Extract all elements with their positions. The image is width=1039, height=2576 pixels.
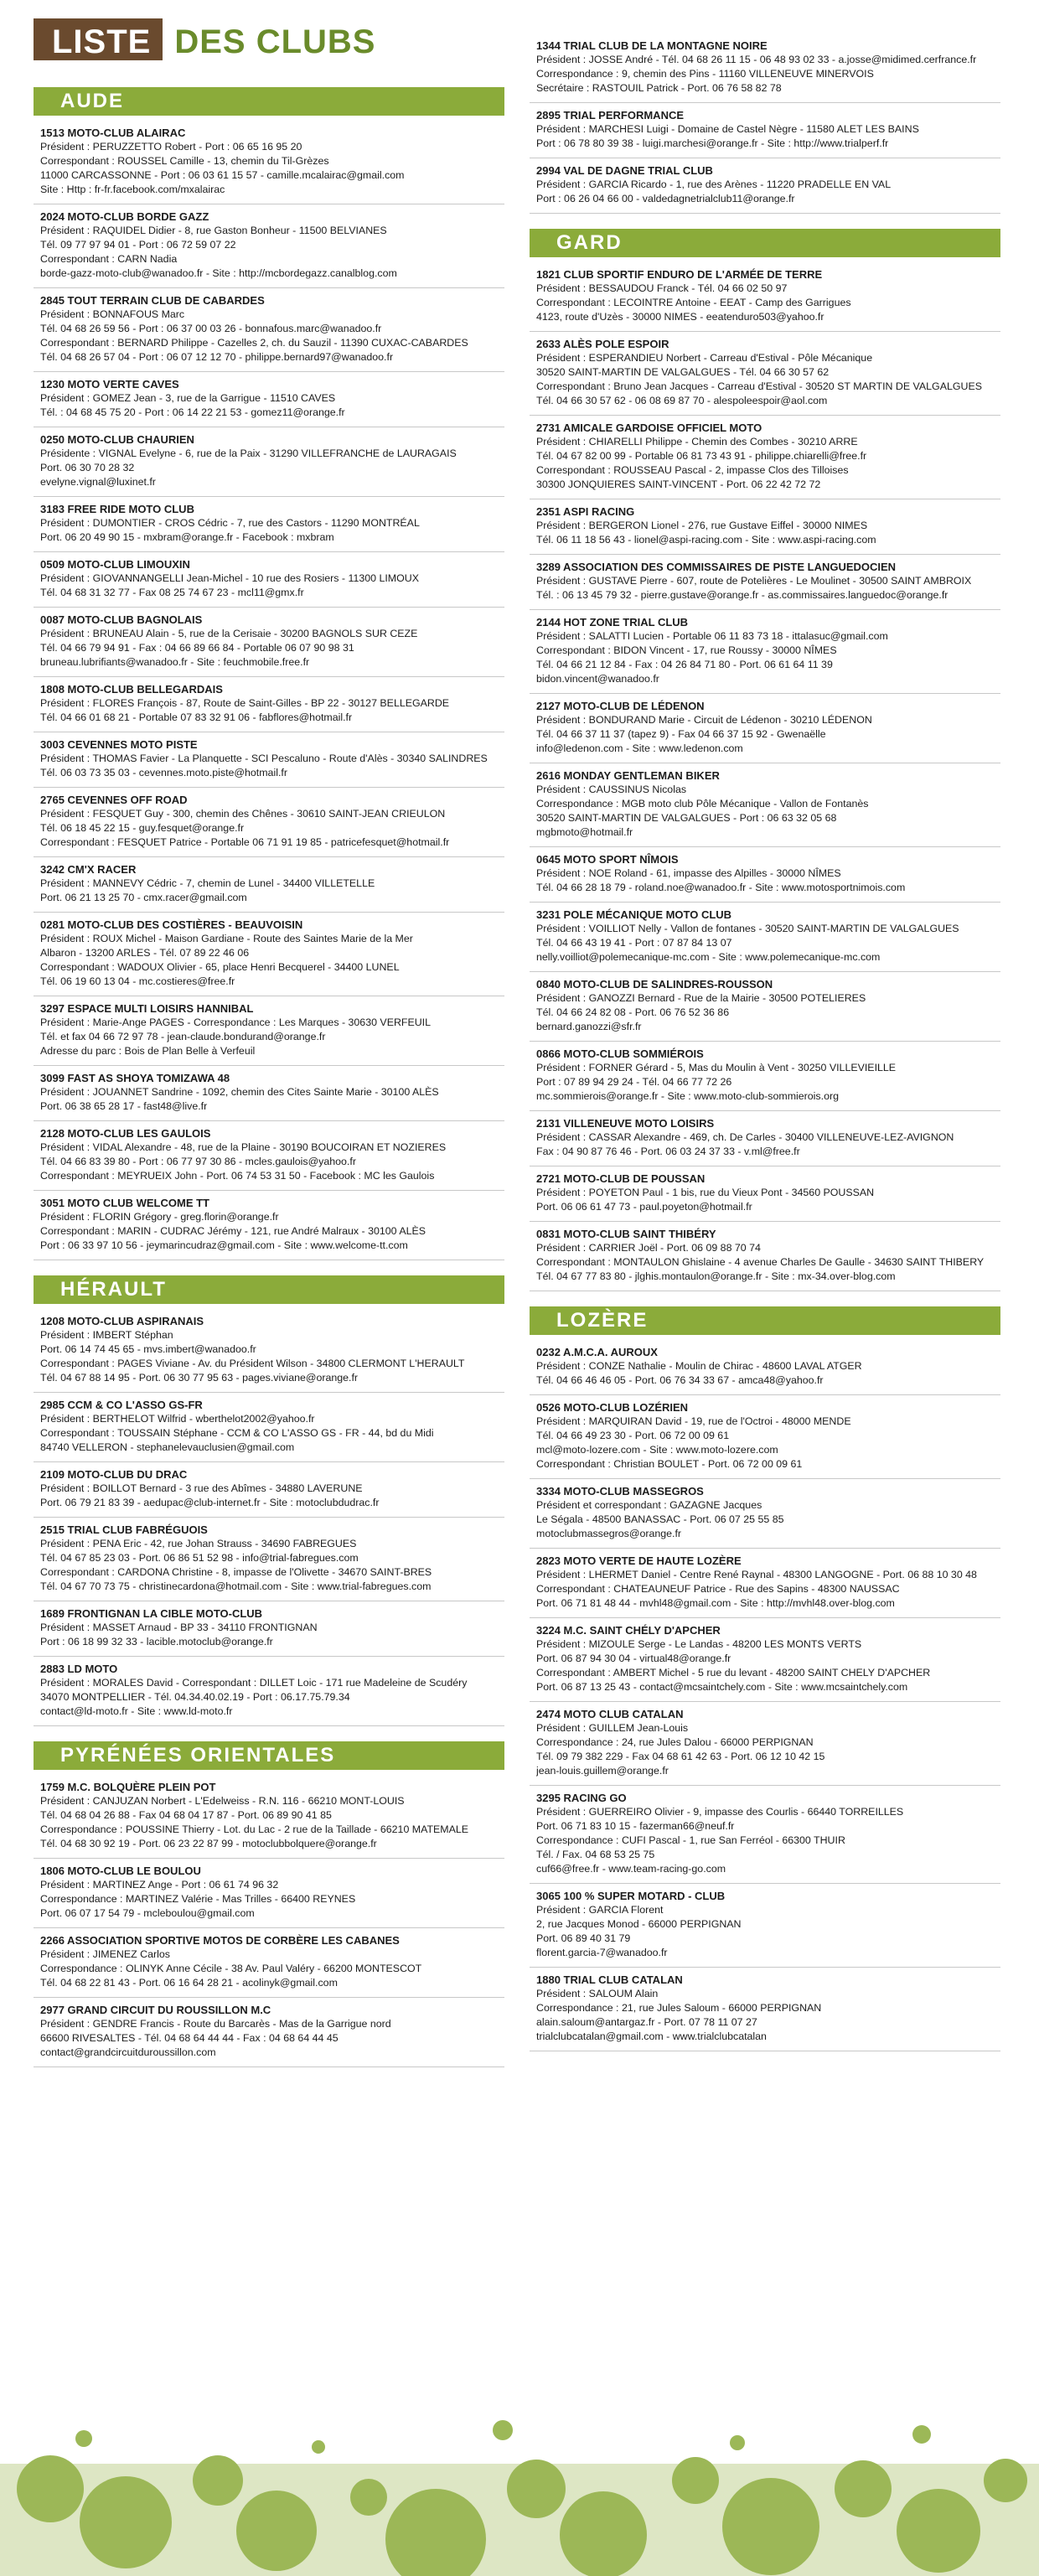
club-detail-line: Secrétaire : RASTOUIL Patrick - Port. 06 76 58 82 78 — [536, 82, 782, 94]
club-detail-line: bernard.ganozzi@sfr.fr — [536, 1021, 642, 1032]
club-detail-line: Président : CAUSSINUS Nicolas — [536, 784, 687, 795]
club-detail-line: Président : PERUZZETTO Robert - Port : 06 65 16 95 20 — [40, 141, 302, 153]
club-name: 3242 CM'X RACER — [40, 863, 137, 876]
club-detail-line: Port. 06 71 83 10 15 - fazerman66@neuf.fr — [536, 1820, 735, 1832]
club-detail-line: Président : MARTINEZ Ange - Port : 06 61 74 96 32 — [40, 1879, 279, 1891]
club-name: 2845 TOUT TERRAIN CLUB DE CABARDES — [40, 294, 265, 307]
club-detail-line: motoclubmassegros@orange.fr — [536, 1528, 682, 1539]
club-detail-line: Président : THOMAS Favier - La Planquette - SCI Pescaluno - Route d'Alès - 30340 SALINDRES — [40, 753, 488, 764]
club-detail-line: Président : BRUNEAU Alain - 5, rue de la Cerisaie - 30200 BAGNOLS SUR CEZE — [40, 628, 418, 639]
club-entry — [34, 677, 504, 732]
club-detail-line: Président : SALATTI Lucien - Portable 06 11 83 73 18 - ittalasuc@gmail.com — [536, 630, 888, 642]
club-detail-line: Président : JOUANNET Sandrine - 1092, chemin des Cites Sainte Marie - 30100 ALÈS — [40, 1086, 439, 1098]
club-detail-line: Tél. : 06 13 45 79 32 - pierre.gustave@orange.fr - as.commissaires.languedoc@orange.fr — [536, 589, 949, 601]
club-name: 2895 TRIAL PERFORMANCE — [536, 109, 685, 122]
club-detail-line: Président : CHIARELLI Philippe - Chemin des Combes - 30210 ARRE — [536, 436, 858, 447]
club-name: 2109 MOTO-CLUB DU DRAC — [40, 1468, 188, 1481]
club-detail-line: Tél. 06 11 18 56 43 - lionel@aspi-racing.com - Site : www.aspi-racing.com — [536, 534, 876, 546]
club-entry — [34, 1859, 504, 1928]
club-name: 3099 FAST AS SHOYA TOMIZAWA 48 — [40, 1072, 230, 1084]
club-name: 3334 MOTO-CLUB MASSEGROS — [536, 1485, 704, 1497]
club-detail-line: Tél. / Fax. 04 68 53 25 75 — [536, 1849, 655, 1860]
club-entry — [34, 1518, 504, 1601]
club-detail-line: Président : GARCIA Ricardo - 1, rue des Arènes - 11220 PRADELLE EN VAL — [536, 178, 892, 190]
club-detail-line: Président : BOILLOT Bernard - 3 rue des Abîmes - 34880 LAVERUNE — [40, 1482, 363, 1494]
club-detail-line: Correspondant : CARDONA Christine - 8, impasse de l'Olivette - 34670 SAINT-BRES — [40, 1566, 432, 1578]
club-name: 3003 CEVENNES MOTO PISTE — [40, 738, 198, 751]
club-detail-line: Président : IMBERT Stéphan — [40, 1329, 173, 1341]
club-name: 3297 ESPACE MULTI LOISIRS HANNIBAL — [40, 1002, 254, 1015]
club-detail-line: Président : GIOVANNANGELLI Jean-Michel - 10 rue des Rosiers - 11300 LIMOUX — [40, 572, 419, 584]
club-entry — [530, 103, 1000, 158]
club-detail-line: Tél. 06 18 45 22 15 - guy.fesquet@orange.fr — [40, 822, 245, 834]
club-name: 2024 MOTO-CLUB BORDE GAZZ — [40, 210, 209, 223]
club-entry — [34, 732, 504, 788]
club-entry — [530, 903, 1000, 972]
club-name: 0250 MOTO-CLUB CHAURIEN — [40, 433, 194, 446]
club-name: 3231 POLE MÉCANIQUE MOTO CLUB — [536, 908, 732, 921]
club-detail-line: Port : 06 26 04 66 00 - valdedagnetrialclub11@orange.fr — [536, 193, 795, 204]
club-detail-line: Tél. 04 66 01 68 21 - Portable 07 83 32 91 06 - fabflores@hotmail.fr — [40, 711, 353, 723]
club-entry — [530, 972, 1000, 1042]
club-detail-line: Président : GUSTAVE Pierre - 607, route de Potelières - Le Moulinet - 30500 SAINT AMBROIX — [536, 575, 972, 587]
club-entry — [530, 262, 1000, 332]
title-part2: DES CLUBS — [174, 23, 376, 60]
club-detail-line: Tél. 04 67 85 23 03 - Port. 06 86 51 52 98 - info@trial-fabregues.com — [40, 1552, 359, 1564]
club-detail-line: Président : FLORIN Grégory - greg.florin@orange.fr — [40, 1211, 279, 1223]
club-detail-line: Correspondant : BERNARD Philippe - Cazelles 2, ch. du Sauzil - 11390 CUXAC-CABARDES — [40, 337, 468, 349]
club-name: 0509 MOTO-CLUB LIMOUXIN — [40, 558, 190, 571]
club-detail-line: Tél. 04 68 30 92 19 - Port. 06 23 22 87 99 - motoclubbolquere@orange.fr — [40, 1838, 377, 1849]
club-detail-line: Président : MARCHESI Luigi - Domaine de Castel Nègre - 11580 ALET LES BAINS — [536, 123, 919, 135]
club-entry — [34, 608, 504, 677]
club-name: 1689 FRONTIGNAN LA CIBLE MOTO-CLUB — [40, 1607, 263, 1620]
club-detail-line: Président : BERTHELOT Wilfrid - wberthelot2002@yahoo.fr — [40, 1413, 315, 1425]
club-name: 2977 GRAND CIRCUIT DU ROUSSILLON M.C — [40, 2004, 271, 2016]
club-detail-line: Tél. 04 68 26 57 04 - Port : 06 07 12 12 70 - philippe.bernard97@wanadoo.fr — [40, 351, 394, 363]
club-detail-line: Correspondant : BIDON Vincent - 17, rue Roussy - 30000 NÎMES — [536, 644, 837, 656]
club-detail-line: Tél. 04 66 24 82 08 - Port. 06 76 52 36 86 — [536, 1006, 730, 1018]
club-detail-line: 30300 JONQUIERES SAINT-VINCENT - Port. 06 22 42 72 72 — [536, 478, 821, 490]
club-entry — [530, 332, 1000, 416]
club-detail-line: Tél. 06 19 60 13 04 - mc.costieres@free.fr — [40, 975, 235, 987]
club-detail-line: Tél. 04 66 43 19 41 - Port : 07 87 84 13 07 — [536, 937, 732, 949]
club-name: 2721 MOTO-CLUB DE POUSSAN — [536, 1172, 706, 1185]
club-detail-line: Président : GOMEZ Jean - 3, rue de la Garrigue - 11510 CAVES — [40, 392, 336, 404]
club-detail-line: Président : GUILLEM Jean-Louis — [536, 1722, 689, 1734]
club-detail-line: Tél. 04 66 21 12 84 - Fax : 04 26 84 71 80 - Port. 06 61 64 11 39 — [536, 659, 833, 670]
club-name: 2351 ASPI RACING — [536, 505, 635, 518]
club-detail-line: Tél. 04 67 70 73 75 - christinecardona@hotmail.com - Site : www.trial-fabregues.com — [40, 1580, 432, 1592]
club-name: 1344 TRIAL CLUB DE LA MONTAGNE NOIRE — [536, 39, 768, 52]
club-detail-line: Port : 06 78 80 39 38 - luigi.marchesi@orange.fr - Site : http://www.trialperf.fr — [536, 137, 889, 149]
left-column — [34, 72, 504, 2067]
club-detail-line: Correspondant : FESQUET Patrice - Portable 06 71 91 19 85 - patricefesquet@hotmail.fr — [40, 836, 450, 848]
club-entry — [530, 1786, 1000, 1884]
club-detail-line: Adresse du parc : Bois de Plan Belle à Verfeuil — [40, 1045, 256, 1057]
club-entry — [34, 1309, 504, 1393]
club-detail-line: Tél. et fax 04 66 72 97 78 - jean-claude.bondurand@orange.fr — [40, 1031, 326, 1042]
club-name: 2144 HOT ZONE TRIAL CLUB — [536, 616, 689, 628]
club-detail-line: Tél. 06 03 73 35 03 - cevennes.moto.piste@hotmail.fr — [40, 767, 287, 778]
club-detail-line: 84740 VELLERON - stephanelevauclusien@gmail.com — [40, 1441, 295, 1453]
club-detail-line: jean-louis.guillem@orange.fr — [536, 1765, 669, 1777]
club-detail-line: contact@grandcircuitduroussillon.com — [40, 2046, 216, 2058]
club-detail-line: Correspondant : CHATEAUNEUF Patrice - Rue des Sapins - 48300 NAUSSAC — [536, 1583, 900, 1595]
club-entry — [530, 1042, 1000, 1111]
club-entry — [34, 1657, 504, 1726]
club-detail-line: bidon.vincent@wanadoo.fr — [536, 673, 659, 685]
club-detail-line: Président : BONDURAND Marie - Circuit de Lédenon - 30210 LÉDENON — [536, 714, 872, 726]
club-detail-line: Correspondance : 9, chemin des Pins - 11160 VILLENEUVE MINERVOIS — [536, 68, 874, 80]
club-entry — [530, 1479, 1000, 1549]
club-name: 0645 MOTO SPORT NÎMOIS — [536, 853, 679, 866]
club-detail-line: Président : BERGERON Lionel - 276, rue Gustave Eiffel - 30000 NIMES — [536, 520, 868, 531]
club-detail-line: Correspondant : Bruno Jean Jacques - Carreau d'Estival - 30520 ST MARTIN DE VALGALGUES — [536, 380, 982, 392]
club-detail-line: alain.saloum@antargaz.fr - Port. 07 78 11 07 27 — [536, 2016, 757, 2028]
club-entry — [34, 1775, 504, 1859]
club-detail-line: mcl@moto-lozere.com - Site : www.moto-lozere.com — [536, 1444, 778, 1456]
club-entry — [530, 1702, 1000, 1786]
club-entry — [530, 1166, 1000, 1222]
club-detail-line: evelyne.vignal@luxinet.fr — [40, 476, 156, 488]
club-detail-line: Correspondance : MARTINEZ Valérie - Mas Trilles - 66400 REYNES — [40, 1893, 356, 1905]
club-detail-line: Correspondance : OLINYK Anne Cécile - 38 Av. Paul Valéry - 66200 MONTESCOT — [40, 1963, 422, 1974]
club-detail-line: Tél. 04 66 30 57 62 - 06 08 69 87 70 - alespoleespoir@aol.com — [536, 395, 828, 406]
club-entry — [530, 610, 1000, 694]
club-detail-line: Correspondant : Christian BOULET - Port. 06 72 00 09 61 — [536, 1458, 803, 1470]
club-detail-line: Tél. 04 68 22 81 43 - Port. 06 16 64 28 21 - acolinyk@gmail.com — [40, 1977, 338, 1989]
club-detail-line: Président : BESSAUDOU Franck - Tél. 04 66 02 50 97 — [536, 282, 788, 294]
club-name: 2515 TRIAL CLUB FABRÉGUOIS — [40, 1523, 208, 1536]
club-detail-line: Port. 06 20 49 90 15 - mxbram@orange.fr - Facebook : mxbram — [40, 531, 334, 543]
club-detail-line: Président : MIZOULE Serge - Le Landas - 48200 LES MONTS VERTS — [536, 1638, 862, 1650]
club-detail-line: Président : CONZE Nathalie - Moulin de Chirac - 48600 LAVAL ATGER — [536, 1360, 862, 1372]
club-detail-line: 2, rue Jacques Monod - 66000 PERPIGNAN — [536, 1918, 742, 1930]
club-detail-line: 30520 SAINT-MARTIN DE VALGALGUES - Tél. 04 66 30 57 62 — [536, 366, 830, 378]
club-entry — [34, 372, 504, 427]
club-entry — [530, 1222, 1000, 1291]
club-detail-line: Correspondant : WADOUX Olivier - 65, place Henri Becquerel - 34400 LUNEL — [40, 961, 400, 973]
club-detail-line: Correspondant : MARIN - CUDRAC Jérémy - 121, rue André Malraux - 30100 ALÈS — [40, 1225, 426, 1237]
club-entry — [530, 847, 1000, 903]
club-detail-line: Port. 06 87 13 25 43 - contact@mcsaintchely.com - Site : www.mcsaintchely.com — [536, 1681, 908, 1693]
club-detail-line: Tél. 04 66 83 39 80 - Port : 06 77 97 30 86 - mcles.gaulois@yahoo.fr — [40, 1156, 356, 1167]
club-name: 2128 MOTO-CLUB LES GAULOIS — [40, 1127, 211, 1140]
club-detail-line: Président : MASSET Arnaud - BP 33 - 34110 FRONTIGNAN — [40, 1622, 318, 1633]
club-detail-line: mgbmoto@hotmail.fr — [536, 826, 633, 838]
club-name: 1808 MOTO-CLUB BELLEGARDAIS — [40, 683, 223, 696]
club-detail-line: Tél. 09 77 97 94 01 - Port : 06 72 59 07 22 — [40, 239, 236, 251]
club-detail-line: nelly.voilliot@polemecanique-mc.com - Site : www.polemecanique-mc.com — [536, 951, 881, 963]
club-detail-line: Président : CASSAR Alexandre - 469, ch. De Carles - 30400 VILLENEUVE-LEZ-AVIGNON — [536, 1131, 954, 1143]
region-header: AUDE — [34, 87, 504, 116]
club-detail-line: Président : PENA Eric - 42, rue Johan Strauss - 34690 FABREGUES — [40, 1538, 357, 1549]
club-entry — [34, 121, 504, 204]
club-entry — [34, 1121, 504, 1191]
club-entry — [530, 1618, 1000, 1702]
club-detail-line: Albaron - 13200 ARLES - Tél. 07 89 22 46 06 — [40, 947, 250, 959]
club-detail-line: Port. 06 30 70 28 32 — [40, 462, 135, 473]
club-detail-line: Correspondance : POUSSINE Thierry - Lot. du Lac - 2 rue de la Taillade - 66210 MATEMALE — [40, 1823, 469, 1835]
club-detail-line: Tél. 04 66 37 11 37 (tapez 9) - Fax 04 66 37 15 92 - Gwenaëlle — [536, 728, 826, 740]
club-detail-line: Président : GENDRE Francis - Route du Barcarès - Mas de la Garrigue nord — [40, 2018, 391, 2030]
club-entry — [530, 694, 1000, 763]
club-entry — [34, 1928, 504, 1998]
club-detail-line: Port. 06 38 65 28 17 - fast48@live.fr — [40, 1100, 208, 1112]
club-detail-line: Correspondant : ROUSSEL Camille - 13, chemin du Til-Grèzes — [40, 155, 329, 167]
region-header: LOZÈRE — [530, 1306, 1000, 1335]
club-name: 3295 RACING GO — [536, 1792, 627, 1804]
decorative-splash — [0, 2363, 1039, 2576]
club-entry — [34, 552, 504, 608]
club-entry — [530, 1968, 1000, 2051]
club-detail-line: Correspondance : 21, rue Jules Saloum - 66000 PERPIGNAN — [536, 2002, 822, 2014]
club-entry — [530, 158, 1000, 214]
club-name: 3289 ASSOCIATION DES COMMISSAIRES DE PISTE LANGUEDOCIEN — [536, 561, 897, 573]
club-detail-line: Président : FLORES François - 87, Route de Saint-Gilles - BP 22 - 30127 BELLEGARDE — [40, 697, 450, 709]
club-detail-line: Président : MANNEVY Cédric - 7, chemin de Lunel - 34400 VILLETELLE — [40, 877, 375, 889]
club-detail-line: Président : MARQUIRAN David - 19, rue de l'Octroi - 48000 MENDE — [536, 1415, 851, 1427]
club-detail-line: Présidente : VIGNAL Evelyne - 6, rue de la Paix - 31290 VILLEFRANCHE de LAURAGAIS — [40, 447, 457, 459]
club-entry — [530, 1549, 1000, 1618]
club-detail-line: 30520 SAINT-MARTIN DE VALGALGUES - Port : 06 63 32 05 68 — [536, 812, 837, 824]
club-detail-line: Port. 06 71 81 48 44 - mvhl48@gmail.com - Site : http://mvhl48.over-blog.com — [536, 1597, 895, 1609]
club-entry — [530, 416, 1000, 499]
club-detail-line: Correspondant : ROUSSEAU Pascal - 2, impasse Clos des Tilloises — [536, 464, 849, 476]
club-detail-line: florent.garcia-7@wanadoo.fr — [536, 1947, 668, 1958]
club-detail-line: contact@ld-moto.fr - Site : www.ld-moto.fr — [40, 1705, 233, 1717]
club-detail-line: Port. 06 89 40 31 79 — [536, 1932, 631, 1944]
page-title — [34, 18, 385, 60]
club-detail-line: Président : Marie-Ange PAGES - Correspondance : Les Marques - 30630 VERFEUIL — [40, 1016, 432, 1028]
club-name: 1208 MOTO-CLUB ASPIRANAIS — [40, 1315, 204, 1327]
club-detail-line: info@ledenon.com - Site : www.ledenon.com — [536, 742, 743, 754]
club-detail-line: Président : MORALES David - Correspondant : DILLET Loic - 171 rue Madeleine de Scudéry — [40, 1677, 468, 1689]
club-entry — [34, 788, 504, 857]
right-column — [530, 34, 1000, 2051]
club-detail-line: Tél. 09 79 382 229 - Fax 04 68 61 42 63 - Port. 06 12 10 42 15 — [536, 1751, 825, 1762]
club-name: 0087 MOTO-CLUB BAGNOLAIS — [40, 613, 203, 626]
club-detail-line: Correspondance : 24, rue Jules Dalou - 66000 PERPIGNAN — [536, 1736, 814, 1748]
club-detail-line: Président : CARRIER Joël - Port. 06 09 88 70 74 — [536, 1242, 761, 1254]
club-entry — [34, 913, 504, 996]
club-detail-line: Correspondant : TOUSSAIN Stéphane - CCM & CO L'ASSO GS - FR - 44, bd du Midi — [40, 1427, 434, 1439]
club-detail-line: Port. 06 79 21 83 39 - aedupac@club-internet.fr - Site : motoclubdudrac.fr — [40, 1497, 380, 1508]
club-detail-line: Site : Http : fr-fr.facebook.com/mxalairac — [40, 184, 225, 195]
club-entry — [34, 1066, 504, 1121]
club-detail-line: Port. 06 14 74 45 65 - mvs.imbert@wanadoo.fr — [40, 1343, 256, 1355]
club-detail-line: Port : 06 18 99 32 33 - lacible.motoclub@orange.fr — [40, 1636, 273, 1648]
club-name: 2131 VILLENEUVE MOTO LOISIRS — [536, 1117, 715, 1130]
club-name: 2765 CEVENNES OFF ROAD — [40, 794, 188, 806]
club-entry — [530, 1884, 1000, 1968]
club-entry — [530, 1111, 1000, 1166]
club-detail-line: Tél. 04 66 79 94 91 - Fax : 04 66 89 66 84 - Portable 06 07 90 98 31 — [40, 642, 354, 654]
club-entry — [530, 499, 1000, 555]
club-name: 2985 CCM & CO L'ASSO GS-FR — [40, 1399, 203, 1411]
club-entry — [34, 1191, 504, 1260]
club-name: 1759 M.C. BOLQUÈRE PLEIN POT — [40, 1781, 216, 1793]
club-detail-line: bruneau.lubrifiants@wanadoo.fr - Site : feuchmobile.free.fr — [40, 656, 310, 668]
club-detail-line: Tél. 04 67 82 00 99 - Portable 06 81 73 43 91 - philippe.chiarelli@free.fr — [536, 450, 867, 462]
club-detail-line: 4123, route d'Uzès - 30000 NIMES - eeatenduro503@yahoo.fr — [536, 311, 824, 323]
club-detail-line: Port : 06 33 97 10 56 - jeymarincudraz@gmail.com - Site : www.welcome-tt.com — [40, 1239, 408, 1251]
region-header: PYRÉNÉES ORIENTALES — [34, 1741, 504, 1770]
club-detail-line: 11000 CARCASSONNE - Port : 06 03 61 15 57 - camille.mcalairac@gmail.com — [40, 169, 405, 181]
club-entry — [530, 555, 1000, 610]
club-name: 2633 ALÈS POLE ESPOIR — [536, 338, 669, 350]
club-detail-line: Fax : 04 90 87 76 46 - Port. 06 03 24 37 33 - v.ml@free.fr — [536, 1146, 800, 1157]
club-detail-line: Président : POYETON Paul - 1 bis, rue du Vieux Pont - 34560 POUSSAN — [536, 1187, 875, 1198]
club-detail-line: Correspondant : PAGES Viviane - Av. du Président Wilson - 34800 CLERMONT L'HERAULT — [40, 1358, 465, 1369]
club-entry — [34, 1462, 504, 1518]
club-detail-line: Président : DUMONTIER - CROS Cédric - 7, rue des Castors - 11290 MONTRÉAL — [40, 517, 420, 529]
club-detail-line: Correspondant : MEYRUEIX John - Port. 06 74 53 31 50 - Facebook : MC les Gaulois — [40, 1170, 435, 1182]
club-detail-line: Correspondant : CARN Nadia — [40, 253, 178, 265]
region-header: HÉRAULT — [34, 1275, 504, 1304]
title-part1: LISTE — [34, 18, 163, 60]
club-detail-line: Tél. 04 66 46 46 05 - Port. 06 76 34 33 67 - amca48@yahoo.fr — [536, 1374, 824, 1386]
club-entry — [530, 34, 1000, 103]
club-detail-line: Tél. 04 68 26 59 56 - Port : 06 37 00 03 26 - bonnafous.marc@wanadoo.fr — [40, 323, 382, 334]
club-detail-line: Président : SALOUM Alain — [536, 1988, 659, 1999]
club-entry — [34, 288, 504, 372]
club-detail-line: Tél. 04 68 04 26 88 - Fax 04 68 04 17 87 - Port. 06 89 90 41 85 — [40, 1809, 332, 1821]
club-detail-line: trialclubcatalan@gmail.com - www.trialclubcatalan — [536, 2030, 767, 2042]
region-header: GARD — [530, 229, 1000, 257]
club-detail-line: Président : GARCIA Florent — [536, 1904, 664, 1916]
club-detail-line: Port. 06 06 61 47 73 - paul.poyeton@hotmail.fr — [536, 1201, 752, 1213]
club-name: 3183 FREE RIDE MOTO CLUB — [40, 503, 194, 515]
club-name: 2823 MOTO VERTE DE HAUTE LOZÈRE — [536, 1554, 742, 1567]
club-detail-line: Le Ségala - 48500 BANASSAC - Port. 06 07 25 55 85 — [536, 1513, 784, 1525]
club-detail-line: Tél. : 04 68 45 75 20 - Port : 06 14 22 21 53 - gomez11@orange.fr — [40, 406, 345, 418]
club-name: 3065 100 % SUPER MOTARD - CLUB — [536, 1890, 726, 1902]
club-detail-line: Président : FORNER Gérard - 5, Mas du Moulin à Vent - 30250 VILLEVIEILLE — [536, 1062, 897, 1073]
club-detail-line: Port : 07 89 94 29 24 - Tél. 04 66 77 72 26 — [536, 1076, 732, 1088]
club-detail-line: Tél. 04 66 28 18 79 - roland.noe@wanadoo.fr - Site : www.motosportnimois.com — [536, 882, 906, 893]
club-detail-line: Président : GUERREIRO Olivier - 9, impasse des Courlis - 66440 TORREILLES — [536, 1806, 904, 1818]
club-detail-line: 66600 RIVESALTES - Tél. 04 68 64 44 44 - Fax : 04 68 64 44 45 — [40, 2032, 339, 2044]
club-name: 2731 AMICALE GARDOISE OFFICIEL MOTO — [536, 422, 762, 434]
club-name: 2616 MONDAY GENTLEMAN BIKER — [536, 769, 720, 782]
club-entry — [34, 1998, 504, 2067]
club-detail-line: Président : RAQUIDEL Didier - 8, rue Gaston Bonheur - 11500 BELVIANES — [40, 225, 387, 236]
club-name: 2127 MOTO-CLUB DE LÉDENON — [536, 700, 705, 712]
club-detail-line: Président : BONNAFOUS Marc — [40, 308, 185, 320]
club-name: 0831 MOTO-CLUB SAINT THIBÉRY — [536, 1228, 716, 1240]
club-detail-line: Président : FESQUET Guy - 300, chemin des Chênes - 30610 SAINT-JEAN CRIEULON — [40, 808, 446, 820]
club-entry — [34, 1601, 504, 1657]
club-detail-line: Président : ESPERANDIEU Norbert - Carreau d'Estival - Pôle Mécanique — [536, 352, 873, 364]
club-name: 1230 MOTO VERTE CAVES — [40, 378, 179, 391]
club-name: 1513 MOTO-CLUB ALAIRAC — [40, 127, 186, 139]
club-name: 2883 LD MOTO — [40, 1663, 118, 1675]
club-name: 3051 MOTO CLUB WELCOME TT — [40, 1197, 209, 1209]
club-detail-line: Port. 06 07 17 54 79 - mcleboulou@gmail.com — [40, 1907, 255, 1919]
club-detail-line: Président : NOE Roland - 61, impasse des Alpilles - 30000 NÎMES — [536, 867, 841, 879]
club-detail-line: Correspondance : CUFI Pascal - 1, rue San Ferréol - 66300 THUIR — [536, 1834, 845, 1846]
club-detail-line: mc.sommierois@orange.fr - Site : www.moto-club-sommierois.org — [536, 1090, 839, 1102]
club-entry — [34, 204, 504, 288]
club-entry — [34, 427, 504, 497]
club-detail-line: Président : GANOZZI Bernard - Rue de la Mairie - 30500 POTELIERES — [536, 992, 866, 1004]
club-detail-line: Président : VIDAL Alexandre - 48, rue de la Plaine - 30190 BOUCOIRAN ET NOZIERES — [40, 1141, 447, 1153]
club-name: 0526 MOTO-CLUB LOZÉRIEN — [536, 1401, 689, 1414]
club-name: 0232 A.M.C.A. AUROUX — [536, 1346, 658, 1358]
club-detail-line: Correspondant : MONTAULON Ghislaine - 4 avenue Charles De Gaulle - 34630 SAINT THIBERY — [536, 1256, 985, 1268]
club-entry — [34, 1393, 504, 1462]
club-detail-line: Tél. 04 66 49 23 30 - Port. 06 72 00 09 61 — [536, 1430, 730, 1441]
club-detail-line: 34070 MONTPELLIER - Tél. 04.34.40.02.19 - Port : 06.17.75.79.34 — [40, 1691, 350, 1703]
club-detail-line: Président : JIMENEZ Carlos — [40, 1948, 170, 1960]
club-detail-line: Tél. 04 67 77 83 80 - jlghis.montaulon@orange.fr - Site : mx-34.over-blog.com — [536, 1270, 896, 1282]
club-entry — [530, 763, 1000, 847]
club-detail-line: Tél. 04 67 88 14 95 - Port. 06 30 77 95 63 - pages.viviane@orange.fr — [40, 1372, 359, 1384]
club-entry — [530, 1395, 1000, 1479]
club-entry — [34, 857, 504, 913]
club-entry — [34, 996, 504, 1066]
club-detail-line: Port. 06 87 94 30 04 - virtual48@orange.fr — [536, 1653, 731, 1664]
club-detail-line: Président : VOILLIOT Nelly - Vallon de fontanes - 30520 SAINT-MARTIN DE VALGALGUES — [536, 923, 959, 934]
club-name: 0866 MOTO-CLUB SOMMIÉROIS — [536, 1047, 704, 1060]
club-detail-line: Président : LHERMET Daniel - Centre René Raynal - 48300 LANGOGNE - Port. 06 88 10 30 48 — [536, 1569, 977, 1580]
club-name: 2266 ASSOCIATION SPORTIVE MOTOS DE CORBÈRE LES CABANES — [40, 1934, 400, 1947]
club-detail-line: Correspondance : MGB moto club Pôle Mécanique - Vallon de Fontanès — [536, 798, 869, 810]
club-detail-line: Tél. 04 68 31 32 77 - Fax 08 25 74 67 23 - mcl11@gmx.fr — [40, 587, 304, 598]
club-detail-line: Correspondant : AMBERT Michel - 5 rue du levant - 48200 SAINT CHELY D'APCHER — [536, 1667, 931, 1679]
club-name: 2474 MOTO CLUB CATALAN — [536, 1708, 684, 1720]
club-detail-line: Président : JOSSE André - Tél. 04 68 26 11 15 - 06 48 93 02 33 - a.josse@midimed.cerfrance.fr — [536, 54, 977, 65]
club-name: 0281 MOTO-CLUB DES COSTIÈRES - BEAUVOISIN — [40, 918, 303, 931]
club-detail-line: Président : CANJUZAN Norbert - L'Edelweiss - R.N. 116 - 66210 MONT-LOUIS — [40, 1795, 405, 1807]
club-entry — [530, 1340, 1000, 1395]
club-detail-line: cuf66@free.fr - www.team-racing-go.com — [536, 1863, 726, 1875]
club-detail-line: Port. 06 21 13 25 70 - cmx.racer@gmail.com — [40, 892, 247, 903]
club-name: 1821 CLUB SPORTIF ENDURO DE L'ARMÉE DE TERRE — [536, 268, 823, 281]
club-detail-line: Correspondant : LECOINTRE Antoine - EEAT - Camp des Garrigues — [536, 297, 851, 308]
club-name: 1806 MOTO-CLUB LE BOULOU — [40, 1865, 201, 1877]
club-name: 3224 M.C. SAINT CHÉLY D'APCHER — [536, 1624, 721, 1637]
club-detail-line: Président : ROUX Michel - Maison Gardiane - Route des Saintes Marie de la Mer — [40, 933, 413, 944]
club-entry — [34, 497, 504, 552]
club-name: 0840 MOTO-CLUB DE SALINDRES-ROUSSON — [536, 978, 773, 991]
club-detail-line: Président et correspondant : GAZAGNE Jacques — [536, 1499, 762, 1511]
club-detail-line: borde-gazz-moto-club@wanadoo.fr - Site : http://mcbordegazz.canalblog.com — [40, 267, 397, 279]
club-name: 1880 TRIAL CLUB CATALAN — [536, 1973, 683, 1986]
club-name: 2994 VAL DE DAGNE TRIAL CLUB — [536, 164, 713, 177]
